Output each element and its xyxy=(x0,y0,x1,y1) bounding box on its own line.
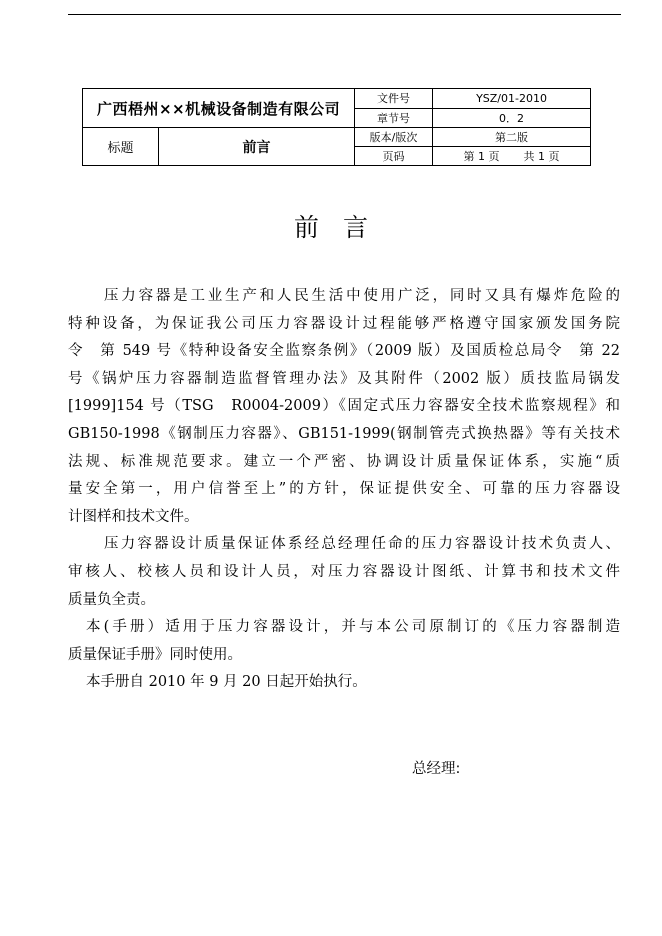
document-header-table xyxy=(82,88,591,166)
paragraph-4-line: 本手册自 2010 年 9 月 20 日起开始执行。 xyxy=(86,674,367,691)
file-number-label: 文件号 xyxy=(355,89,433,109)
title-label: 标题 xyxy=(83,128,159,166)
version-value: 第二版 xyxy=(433,128,591,147)
paragraph-1-line: 特种设备，为保证我公司压力容器设计过程能够严格遵守国家颁发国务院 xyxy=(68,315,620,332)
signature-label: 总经理: xyxy=(412,761,461,777)
company-name: 广西梧州××机械设备制造有限公司 xyxy=(83,89,355,128)
page-total: 共 1 页 xyxy=(523,150,560,163)
paragraph-1-line: 压力容器是工业生产和人民生活中使用广泛，同时又具有爆炸危险的 xyxy=(104,288,620,304)
section-number-label: 章节号 xyxy=(355,108,433,128)
paragraph-1-line: 法规、标准规范要求。建立一个严密、协调设计质量保证体系，实施“质 xyxy=(68,453,620,470)
paragraph-1-line: 量安全第一，用户信誉至上”的方针，保证提供安全、可靠的压力容器设 xyxy=(68,481,620,498)
paragraph-3-line: 质量保证手册》同时使用。 xyxy=(68,646,242,663)
page-current: 第 1 页 xyxy=(463,150,500,163)
title-value: 前言 xyxy=(159,128,355,166)
paragraph-2-line: 审核人、校核人员和设计人员，对压力容器设计图纸、计算书和技术文件 xyxy=(68,563,620,580)
paragraph-1-line: [1999]154 号（TSG R0004-2009）《固定式压力容器安全技术监察规程》和 xyxy=(68,398,620,415)
paragraph-2-line: 压力容器设计质量保证体系经总经理任命的压力容器设计技术负责人、 xyxy=(104,536,620,553)
paragraph-1-line: 号《锅炉压力容器制造监督管理办法》及其附件（2002 版）质技监局锅发 xyxy=(68,370,620,387)
header-top-rule xyxy=(68,14,621,15)
page-label: 页码 xyxy=(355,147,433,166)
file-number-value: YSZ/01-2010 xyxy=(433,89,591,109)
version-label: 版本/版次 xyxy=(355,128,433,147)
section-number-value: 0．2 xyxy=(433,108,591,128)
paragraph-1-line: 计图样和技术文件。 xyxy=(68,508,199,525)
paragraph-1-line: 令 第 549 号《特种设备安全监察条例》（2009 版）及国质检总局令 第 22 xyxy=(68,343,620,360)
page-value xyxy=(433,147,591,166)
paragraph-1-line: GB150-1998《钢制压力容器》、GB151-1999(钢制管壳式换热器》等有关技术 xyxy=(68,425,620,442)
paragraph-2-line: 质量负全责。 xyxy=(68,591,155,608)
paragraph-3-line: 本(手册）适用于压力容器设计，并与本公司原制订的《压力容器制造 xyxy=(86,619,620,636)
document-body xyxy=(68,283,620,697)
document-title: 前言 xyxy=(293,213,392,242)
